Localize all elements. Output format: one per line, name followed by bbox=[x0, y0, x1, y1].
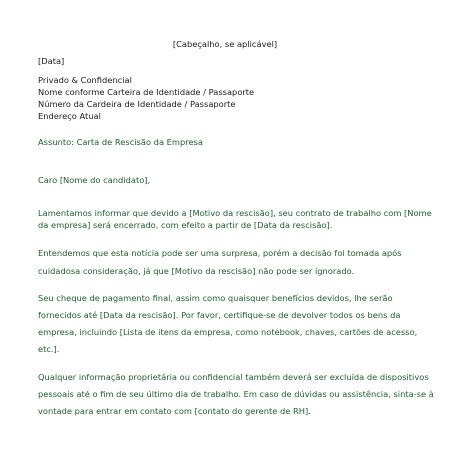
confidential-label: Privado & Confidencial bbox=[38, 75, 132, 85]
letter-subject: Assunto: Carta de Rescisão da Empresa bbox=[38, 137, 203, 147]
recipient-address: Endereço Atual bbox=[38, 111, 101, 121]
paragraph-3-line-2: fornecidos até [Data da rescisão]. Por favor, certifique-se de devolver todos os bens da bbox=[38, 310, 401, 320]
recipient-id: Número da Cardeira de Identidade / Passaporte bbox=[38, 99, 236, 109]
paragraph-2-line-1: Entendemos que esta notícia pode ser uma surpresa, porém a decisão foi tomada após bbox=[38, 248, 402, 258]
letter-salutation: Caro [Nome do candidato], bbox=[38, 175, 151, 185]
paragraph-3-line-3: empresa, incluindo [Lista de itens da empresa, como notebook, chaves, cartões de acesso, bbox=[38, 327, 418, 337]
paragraph-2-line-2: cuidadosa consideração, já que [Motivo da rescisão] não pode ser ignorado. bbox=[38, 266, 355, 276]
recipient-name: Nome conforme Carteira de Identidade / Passaporte bbox=[38, 87, 255, 97]
paragraph-1-line-1: Lamentamos informar que devido a [Motivo da rescisão], seu contrato de trabalho com [Nome bbox=[38, 208, 432, 218]
letter-header: [Cabeçalho, se aplicável] bbox=[172, 39, 278, 49]
paragraph-3-line-1: Seu cheque de pagamento final, assim como quaisquer benefícios devidos, lhe serão bbox=[38, 293, 393, 303]
paragraph-4-line-2: pessoais até o fim de seu último dia de trabalho. Em caso de dúvidas ou assistência, sinta-se à bbox=[38, 389, 434, 399]
paragraph-1-line-2: da empresa] será encerrado, com efeito a partir de [Data da rescisão]. bbox=[38, 220, 333, 230]
letter-date: [Data] bbox=[38, 56, 65, 66]
paragraph-4-line-3: vontade para entrar em contato com [contato do gerente de RH]. bbox=[38, 406, 311, 416]
paragraph-4-line-1: Qualquer informação proprietária ou confidencial também deverá ser excluída de dispositivos bbox=[38, 372, 429, 382]
paragraph-3-line-4: etc.]. bbox=[38, 344, 60, 354]
